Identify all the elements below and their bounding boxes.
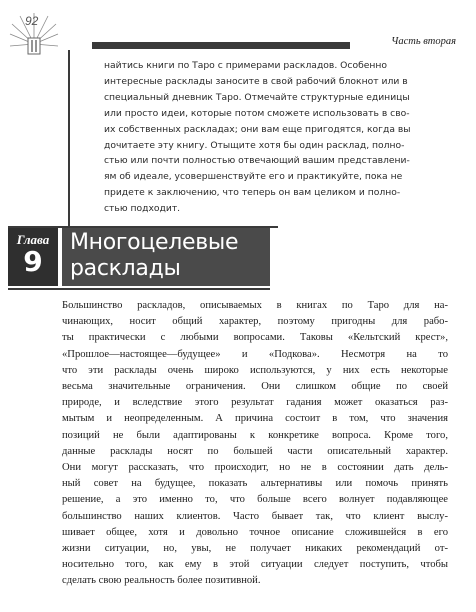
body-line: что эти расклады очень широко используются, у них есть некоторые bbox=[62, 364, 448, 376]
body-line: сделать свою реальность более позитивной. bbox=[62, 575, 261, 587]
body-paragraph bbox=[62, 298, 448, 590]
page-number: 92 bbox=[25, 14, 39, 28]
body-line: ный совет на будущее, показать альтернативы или помочь принять bbox=[62, 478, 448, 490]
intro-line: стью или почти полностью отвечающий вашим представлени- bbox=[104, 155, 410, 167]
chapter-title-line: Многоцелевые bbox=[70, 230, 239, 255]
chapter-rule-vertical bbox=[68, 50, 70, 228]
intro-line: интересные расклады заносите в свой рабочий блокнот или в bbox=[104, 75, 408, 87]
body-line: носительно того, как ему в этой ситуации следует поступить, чтобы bbox=[62, 559, 448, 571]
body-line: мытым и неопределенным. А причина состоит в том, что значения bbox=[62, 413, 448, 425]
intro-line: их собственных раскладах; они вам еще пригодятся, когда вы bbox=[104, 123, 411, 135]
intro-line: дочитаете эту книгу. Отыщите хотя бы один расклад, полно- bbox=[104, 139, 405, 151]
body-line: данные расклады носят по большей части описательный характер. bbox=[62, 445, 448, 457]
running-head: Часть вторая bbox=[391, 36, 456, 47]
intro-line: придете к заключению, что теперь он вам целиком и полно- bbox=[104, 187, 401, 199]
intro-line: или просто идеи, которые потом сможете использовать в сво- bbox=[104, 107, 410, 119]
chapter-number: 9 bbox=[23, 245, 43, 278]
intro-line: стью подходит. bbox=[104, 203, 181, 215]
chapter-title-line: расклады bbox=[70, 256, 181, 281]
intro-paragraph bbox=[104, 58, 442, 217]
body-line: решение, а это именно то, что больше всего волнует подавляющее bbox=[62, 494, 448, 506]
body-line: весьма значительные ограничения. Они слишком общие по своей bbox=[62, 381, 448, 393]
body-line: ты практически с любыми вопросами. Таковы «Кельтский крест», bbox=[62, 332, 448, 344]
body-line: природе, и вследствие этого результат гадания может оказаться раз- bbox=[62, 397, 448, 409]
header-bar bbox=[92, 42, 350, 49]
body-line: большинство наших клиентов. Часто бывает так, что клиент выслу- bbox=[62, 510, 448, 522]
intro-line: ям об идеале, усовершенствуйте его и практикуйте, пока не bbox=[104, 171, 403, 183]
chapter-number-box bbox=[8, 228, 58, 286]
body-line: жизни ситуации, но, увы, не получает никаких рекомендаций от- bbox=[62, 543, 448, 555]
chapter-word: Глава bbox=[16, 232, 50, 247]
body-line: «Прошлое—настоящее—будущее» и «Подкова». Несмотря на то bbox=[62, 348, 448, 360]
chapter-rule-bottom bbox=[8, 288, 270, 290]
body-line: шивает общее, хотя и довольно точное описание сложившейся в его bbox=[62, 526, 448, 538]
body-line: чинающих, носит общий характер, поэтому пригодны для рабо- bbox=[62, 316, 448, 328]
body-line: Они могут рассказать, что происходит, но не в состоянии дать дель- bbox=[62, 462, 448, 474]
body-line: позиций не были адаптированы к конкретике вопроса. Кроме того, bbox=[62, 429, 448, 441]
intro-line: специальный дневник Таро. Отмечайте структурные единицы bbox=[104, 91, 410, 103]
body-line: Большинство раскладов, описываемых в книгах по Таро для на- bbox=[62, 300, 448, 311]
intro-line: найтись книги по Таро с примерами раскладов. Особенно bbox=[104, 60, 388, 71]
chapter-title bbox=[62, 228, 270, 286]
